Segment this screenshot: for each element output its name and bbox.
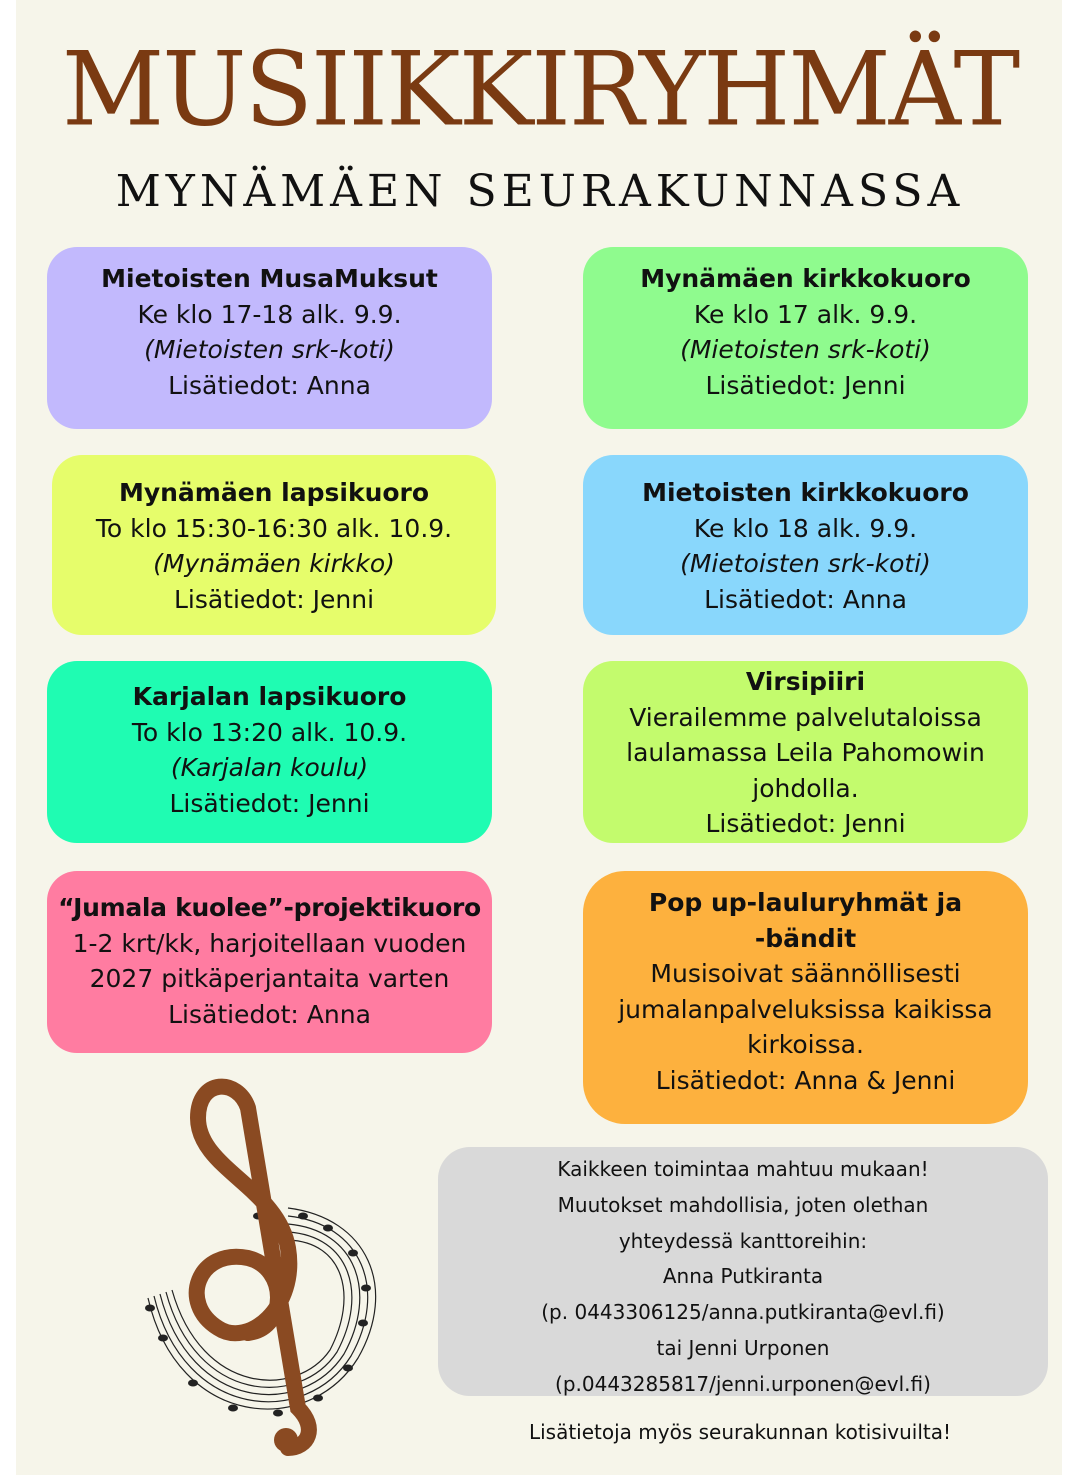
group-desc-line: laulamassa Leila Pahomowin [626,738,985,767]
group-info: Lisätiedot: Jenni [173,584,375,614]
group-info: Lisätiedot: Jenni [169,788,370,818]
group-info: Lisätiedot: Anna & Jenni [655,1065,956,1095]
group-place: (Mietoisten srk-koti) [680,335,931,364]
treble-clef-icon [138,1068,388,1458]
group-desc-line: jumalanpalveluksissa kaikissa [618,994,993,1024]
note-line: Kaikkeen toimintaa mahtuu mukaan! [557,1157,929,1181]
group-desc-line: 2027 pitkäperjantaita varten [89,964,450,993]
group-info: Lisätiedot: Jenni [705,809,906,838]
group-time: To klo 15:30-16:30 alk. 10.9. [95,513,453,543]
group-name: Mietoisten MusaMuksut [101,264,438,293]
contact-note [438,1147,1048,1396]
note-line: yhteydessä kanttoreihin: [618,1228,868,1253]
group-name: “Jumala kuolee”-projektikuoro [58,893,481,922]
group-card-mynamaen-kirkkokuoro [583,247,1028,429]
group-time: To klo 13:20 alk. 10.9. [131,717,408,747]
group-info: Lisätiedot: Anna [168,370,371,400]
page-subtitle: MYNÄMÄEN SEURAKUNNASSA [115,166,965,217]
group-desc-line: johdolla. [752,773,859,803]
group-place: (Mietoisten srk-koti) [144,335,395,364]
note-line: tai Jenni Urponen [656,1335,830,1360]
group-desc-line: kirkoissa. [747,1030,864,1059]
group-time: Ke klo 18 alk. 9.9. [693,513,918,543]
group-card-karjalan-lapsikuoro [47,661,492,843]
note-line: (p. 0443306125/anna.putkiranta@evl.fi) [541,1300,945,1325]
group-info: Lisätiedot: Anna [168,999,371,1029]
note-line: Anna Putkiranta [662,1264,824,1289]
group-card-pop-up [583,871,1028,1124]
group-desc-line: 1-2 krt/kk, harjoitellaan vuoden [72,928,467,958]
note-line: (p.0443285817/jenni.urponen@evl.fi) [555,1371,931,1396]
footer-text: Lisätietoja myös seurakunnan kotisivuilta! [528,1420,952,1444]
group-time: Ke klo 17 alk. 9.9. [693,299,918,329]
group-name-cont: -bändit [754,923,857,953]
group-card-projektikuoro [47,871,492,1053]
group-card-musamuksut [47,247,492,429]
group-card-mynamaen-lapsikuoro [52,455,496,635]
group-name: Mietoisten kirkkokuoro [642,478,969,507]
group-name: Mynämäen lapsikuoro [118,478,430,507]
group-place: (Mynämäen kirkko) [153,549,395,578]
group-time: Ke klo 17-18 alk. 9.9. [137,299,402,329]
group-name: Mynämäen kirkkokuoro [640,264,971,293]
group-name: Pop up-lauluryhmät ja [648,888,963,917]
group-desc-line: Musisoivat säännöllisesti [650,959,961,988]
group-place: (Mietoisten srk-koti) [680,549,931,578]
group-info: Lisätiedot: Anna [704,584,907,614]
group-name: Karjalan lapsikuoro [132,682,407,711]
group-card-virsipiiri [583,661,1028,843]
page-title: MUSIIKKIRYHMÄT [61,29,1019,150]
group-name: Virsipiiri [745,667,866,696]
group-place: (Karjalan koulu) [170,753,369,782]
note-line: Muutokset mahdollisia, joten olethan [557,1192,929,1217]
group-card-mietoisten-kirkkokuoro [583,455,1028,635]
group-info: Lisätiedot: Jenni [705,370,906,400]
group-desc-line: Vierailemme palvelutaloissa [629,702,982,732]
